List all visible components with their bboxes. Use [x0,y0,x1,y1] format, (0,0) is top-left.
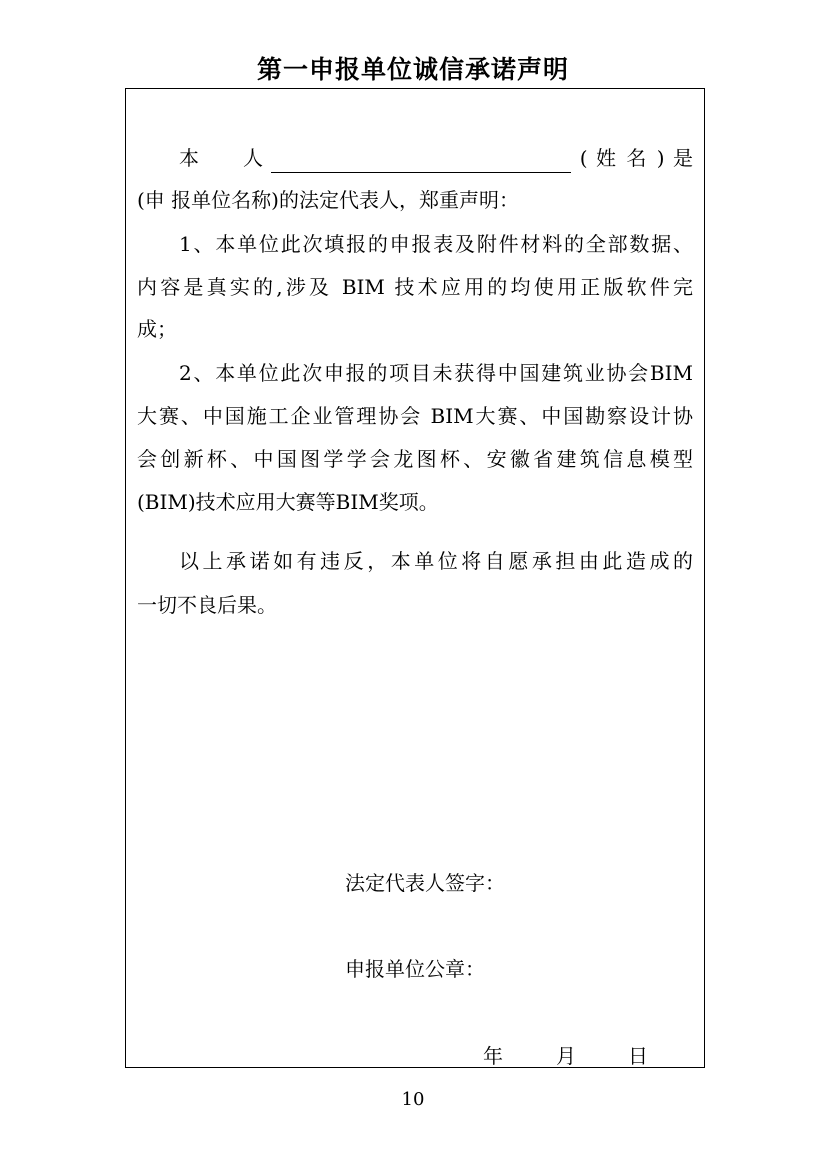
item1-line2: 内容是真实的,涉及 BIM 技术应用的均使用正版软件完 [137,275,693,299]
item2-line4: (BIM)技术应用大赛等BIM奖项。 [137,490,439,514]
item2-line1: 2、本单位此次申报的项目未获得中国建筑业协会BIM [179,361,693,385]
name-line [137,143,693,173]
promise-line2: 一切不良后果。 [137,593,277,617]
day-label: 日 [628,1044,648,1068]
month-label: 月 [556,1044,576,1068]
page-number: 10 [401,1089,425,1110]
representative-signature-label: 法定代表人签字： [345,871,505,895]
page-title: 第一申报单位诚信承诺声明 [256,55,569,84]
name-prefix: 本 人 [179,146,263,170]
name-suffix: ( 姓 名 ) 是 [579,146,693,170]
year-label: 年 [483,1044,503,1068]
item2-line2: 大赛、中国施工企业管理协会 BIM大赛、中国勘察设计协 [137,404,693,428]
item2-line3: 会创新杯、中国图学学会龙图杯、安徽省建筑信息模型 [137,447,693,471]
unit-line: (申 报单位名称)的法定代表人，郑重声明： [137,188,519,212]
promise-line1: 以上承诺如有违反，本单位将自愿承担由此造成的 [179,549,693,573]
name-blank-field[interactable] [271,150,571,173]
item1-line3: 成； [137,317,177,341]
item1-line1: 1、本单位此次填报的申报表及附件材料的全部数据、 [179,232,693,256]
unit-seal-label: 申报单位公章： [345,957,485,981]
